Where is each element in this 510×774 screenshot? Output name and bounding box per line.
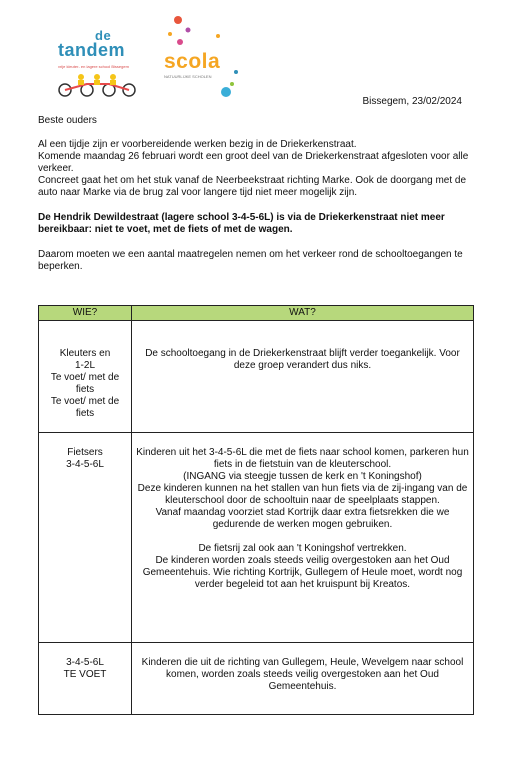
paragraph-1: Al een tijdje zijn er voorbereidende werken bezig in de Driekerkenstraat.: [38, 139, 357, 150]
table-row: [39, 643, 474, 715]
tandem-bike-icon: [57, 72, 137, 98]
measures-table: [38, 305, 474, 715]
paragraph-3: Concreet gaat het om het stuk vanaf de Neerbeekstraat richting Marke. Ook de doorgang met de auto naar Marke via de brug zal voor langere tijd niet meer mogelijk zijn.: [38, 175, 467, 198]
who-cell: [39, 321, 132, 433]
letter-body: [38, 115, 478, 273]
what-cell: [132, 321, 474, 433]
who-line: TE VOET: [63, 669, 107, 680]
who-line: Te voet/ met de fiets: [50, 396, 120, 419]
tandem-logo: [55, 28, 140, 100]
what-text: De kinderen worden zoals steeds veilig overgestoken aan het Oud Gemeentehuis. Wie richting Kortrijk, Gullegem of Heule moet, wordt nog verder begeleid tot aan het kruispunt bij Kreatos.: [142, 555, 463, 590]
what-cell: [132, 433, 474, 643]
who-line: Te voet/ met de fiets: [50, 372, 120, 395]
what-text: Vanaf maandag voorziet stad Kortrijk daar extra fietsrekken die we gedurende de werken mogen gebruiken.: [155, 507, 450, 530]
measures-paragraph: Daarom moeten we een aantal maatregelen nemen om het verkeer rond de schooltoegangen te beperken.: [38, 249, 463, 272]
notice-bold: De Hendrik Dewildestraat (lagere school 3-4-5-6L) is via de Driekerkenstraat niet meer bereikbaar: niet te voet, met de fiets of met de wagen.: [38, 212, 445, 235]
who-cell: [39, 433, 132, 643]
letter-date: Bissegem, 23/02/2024: [362, 96, 462, 107]
scola-logo-name: scola: [164, 50, 221, 73]
who-line: Fietsers: [67, 447, 103, 458]
table-row: [39, 433, 474, 643]
what-text: Kinderen uit het 3-4-5-6L die met de fiets naar school komen, parkeren hun fiets in de fietstuin van de kleuterschool.: [136, 447, 469, 470]
scola-logo-tagline: NATUURLIJKE SCHOLEN: [164, 74, 212, 79]
greeting: Beste ouders: [38, 115, 97, 126]
header-who: WIE?: [39, 306, 132, 321]
what-text: Deze kinderen kunnen na het stallen van hun fiets via de zij-ingang van de kleuterschool door de schooltuin naar de speelplaats stappen.: [137, 483, 468, 506]
what-cell: [132, 643, 474, 715]
who-line: 1-2L: [74, 360, 95, 371]
tandem-logo-tagline: vrije kleuter- en lagere school Bissegem: [58, 64, 129, 69]
tandem-logo-line2: tandem: [58, 40, 126, 60]
who-line: Kleuters en: [59, 348, 111, 359]
what-text: De fietsrij zal ook aan 't Koningshof vertrekken.: [198, 543, 407, 554]
header-what: WAT?: [132, 306, 474, 321]
scola-logo: [158, 14, 248, 104]
what-text: (INGANG via steegje tussen de kerk en 't Koningshof): [183, 471, 422, 482]
what-text: De schooltoegang in de Driekerkenstraat blijft verder toegankelijk. Voor deze groep verandert dus niks.: [145, 348, 460, 371]
tandem-logo-line1: de: [95, 28, 112, 43]
who-cell: [39, 643, 132, 715]
who-line: 3-4-5-6L: [66, 459, 104, 470]
what-text: Kinderen die uit de richting van Gullegem, Heule, Wevelgem naar school komen, worden zoals steeds veilig overgestoken aan het Oud Gemeentehuis.: [141, 657, 464, 692]
paragraph-2: Komende maandag 26 februari wordt een groot deel van de Driekerkenstraat afgesloten voor alle verkeer.: [38, 151, 469, 174]
who-line: 3-4-5-6L: [66, 657, 104, 668]
table-row: [39, 321, 474, 433]
table-header-row: [39, 306, 474, 321]
